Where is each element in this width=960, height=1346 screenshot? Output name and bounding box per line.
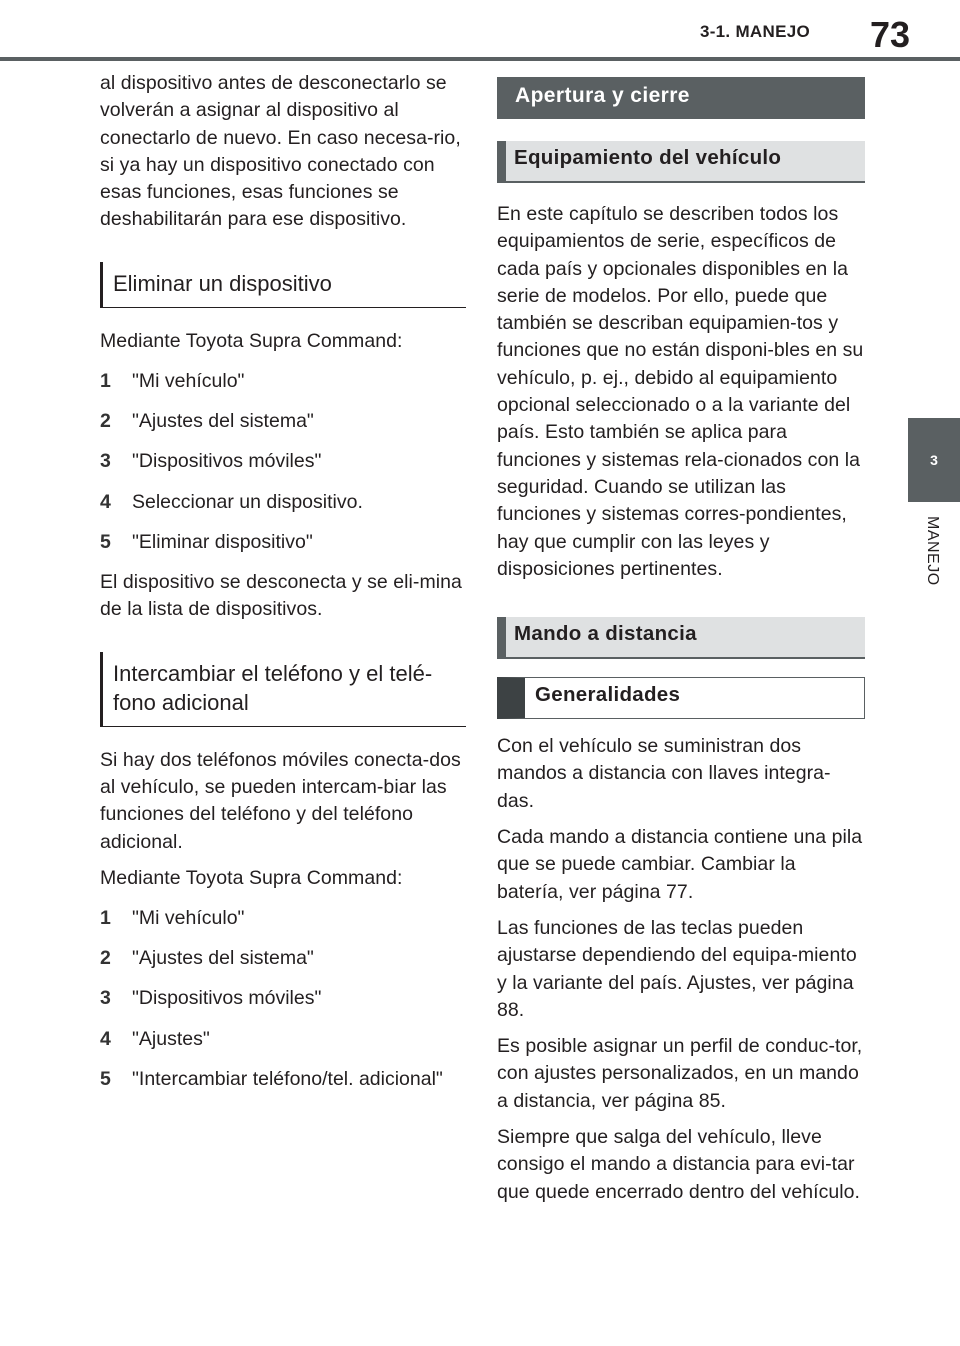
intro-paragraph: al dispositivo antes de desconectarlo se volverán a asignar al dispositivo al conectarlo de nuevo. En caso necesa-rio, si ya hay un dispositivo conectado con esas funciones, esas funciones se deshabilitarán para ese dispositivo.	[100, 72, 461, 231]
result-paragraph: El dispositivo se desconecta y se eli-mina de la lista de dispositivos.	[100, 571, 462, 621]
header-rule	[0, 57, 960, 61]
section-heading-intercambiar: Intercambiar el teléfono y el telé-fono adicional	[100, 652, 466, 727]
steps-list-intercambiar	[100, 905, 468, 1093]
chapter-label: MANEJO	[924, 516, 941, 586]
step-item: 4 "Ajustes"	[100, 1027, 210, 1050]
section-title: 3-1. MANEJO	[699, 22, 810, 41]
mando-paragraph: Siempre que salga del vehículo, lleve consigo el mando a distancia para evi-tar que quede encerrado dentro del vehículo.	[497, 1126, 861, 1203]
equipamiento-paragraph: En este capítulo se describen todos los equipamientos de serie, específicos de cada país y opcionales disponibles en la serie de modelos. Por ello, puede que también se describan equipamien-tos y funciones que no están disponi-bles en su vehículo, p. ej., debido al equipamiento opcional seleccionado o a la variante del país. Esto también se aplica para funciones y sistemas rela-cionados con la seguridad. Cuando se utilizan las funciones y sistemas corres-pondientes, hay que cumplir con las leyes y disposiciones pertinentes.	[497, 203, 864, 580]
page-number: 73	[869, 14, 910, 55]
step-item: 1 "Mi vehículo"	[100, 370, 245, 393]
step-item: 5 "Intercambiar teléfono/tel. adicional"	[100, 1067, 443, 1090]
section-heading-eliminar: Eliminar un dispositivo	[100, 262, 466, 308]
mando-paragraph: Las funciones de las teclas pueden ajustarse dependiendo del equipa-miento y la variante del país. Ajustes, ver página 88.	[497, 916, 857, 1021]
subheading-generalidades: Generalidades	[497, 677, 865, 719]
step-item: 2 "Ajustes del sistema"	[100, 947, 314, 970]
right-column	[497, 77, 865, 1215]
step-item: 3 "Dispositivos móviles"	[100, 450, 322, 473]
mando-paragraph: Cada mando a distancia contiene una pila que se puede cambiar. Cambiar la batería, ver página 77.	[497, 826, 863, 903]
step-item: 4 Seleccionar un dispositivo.	[100, 490, 363, 513]
mando-paragraph: Es posible asignar un perfil de conduc-tor, con ajustes personalizados, en un mando a distancia, ver página 85.	[497, 1035, 863, 1112]
step-item: 1 "Mi vehículo"	[100, 907, 245, 930]
section-heading-equipamiento: Equipamiento del vehículo	[497, 141, 865, 183]
step-item: 3 "Dispositivos móviles"	[100, 987, 322, 1010]
lead-text: Mediante Toyota Supra Command:	[100, 866, 403, 889]
lead-text: Mediante Toyota Supra Command:	[100, 329, 403, 352]
mando-paragraph: Con el vehículo se suministran dos mandos a distancia con llaves integra-das.	[497, 735, 831, 812]
steps-list-eliminar	[100, 368, 468, 556]
main-section-heading: Apertura y cierre	[497, 77, 865, 119]
intro-paragraph: Si hay dos teléfonos móviles conecta-dos al vehículo, se pueden intercam-biar las funciones del teléfono y del teléfono adicional.	[100, 748, 461, 853]
left-column	[100, 70, 468, 1106]
section-heading-mando: Mando a distancia	[497, 617, 865, 659]
step-item: 5 "Eliminar dispositivo"	[100, 530, 313, 553]
chapter-tab: 3	[908, 418, 960, 502]
step-item: 2 "Ajustes del sistema"	[100, 410, 314, 433]
